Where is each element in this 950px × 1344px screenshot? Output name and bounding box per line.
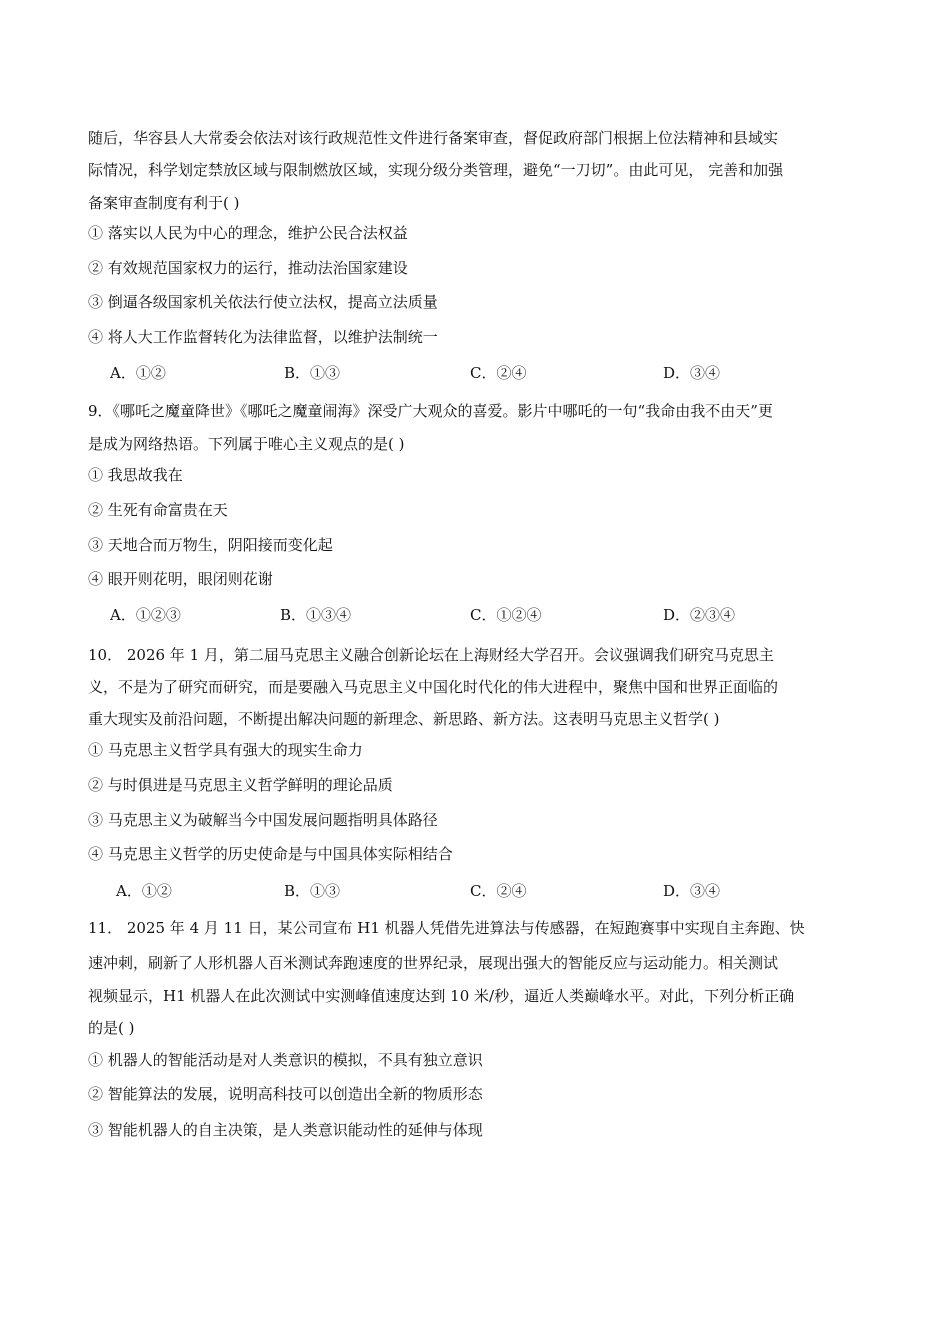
- q10-stem-line: 重大现实及前沿问题，不断提出解决问题的新理念、新思路、新方法。这表明马克思主义哲学( ): [88, 710, 720, 728]
- q8-stem-line: 备案审查制度有利于( ): [88, 194, 240, 212]
- q8-item: ① 落实以人民为中心的理念，维护公民合法权益: [88, 224, 408, 242]
- q8-option-a[interactable]: A．①②: [110, 364, 166, 382]
- q8-item: ③ 倒逼各级国家机关依法行使立法权，提高立法质量: [88, 293, 438, 311]
- q11-stem-line: 速冲刺，刷新了人形机器人百米测试奔跑速度的世界纪录，展现出强大的智能反应与运动能力。相关测试: [88, 954, 779, 972]
- q11-stem-line: 的是( ): [88, 1019, 135, 1037]
- q10-stem-line: 10． 2026 年 1 月，第二届马克思主义融合创新论坛在上海财经大学召开。会议强调我们研究马克思主: [88, 646, 774, 664]
- q10-options: [88, 881, 868, 901]
- q8-stem-line: 际情况，科学划定禁放区域与限制燃放区域，实现分级分类管理，避免“一刀切”。由此可见， 完善和加强: [88, 161, 784, 179]
- q9-stem-line: 9．《哪吒之魔童降世》《哪吒之魔童闹海》深受广大观众的喜爱。影片中哪吒的一句“我命由我不由天”更: [88, 402, 773, 420]
- q10-item: ② 与时俱进是马克思主义哲学鲜明的理论品质: [88, 776, 393, 794]
- q10-option-c[interactable]: C．②④: [470, 882, 527, 900]
- q10-item: ③ 马克思主义为破解当今中国发展问题指明具体路径: [88, 811, 438, 829]
- q10-option-a[interactable]: A．①②: [116, 882, 172, 900]
- q8-item: ② 有效规范国家权力的运行，推动法治国家建设: [88, 259, 408, 277]
- q8-item: ④ 将人大工作监督转化为法律监督，以维护法制统一: [88, 328, 438, 346]
- q10-option-d[interactable]: D．③④: [663, 882, 721, 900]
- q11-item: ② 智能算法的发展，说明高科技可以创造出全新的物质形态: [88, 1085, 483, 1103]
- q8-stem-line: 随后，华容县人大常委会依法对该行政规范性文件进行备案审查，督促政府部门根据上位法精神和县域实: [88, 129, 779, 147]
- q8-options: [88, 363, 868, 383]
- q8-option-b[interactable]: B．①③: [284, 364, 341, 382]
- q9-item: ③ 天地合而万物生，阴阳接而变化起: [88, 536, 333, 554]
- q11-item: ① 机器人的智能活动是对人类意识的模拟，不具有独立意识: [88, 1051, 483, 1069]
- q9-item: ② 生死有命富贵在天: [88, 501, 228, 519]
- q10-item: ④ 马克思主义哲学的历史使命是与中国具体实际相结合: [88, 845, 453, 863]
- q8-option-d[interactable]: D．③④: [663, 364, 721, 382]
- q9-stem-line: 是成为网络热语。下列属于唯心主义观点的是( ): [88, 435, 405, 453]
- q9-options: [88, 605, 868, 625]
- q11-item: ③ 智能机器人的自主决策，是人类意识能动性的延伸与体现: [88, 1121, 483, 1139]
- q9-option-d[interactable]: D．②③④: [663, 606, 736, 624]
- q11-stem-line: 视频显示，H1 机器人在此次测试中实测峰值速度达到 10 米/秒，逼近人类巅峰水平。对此，下列分析正确: [88, 987, 795, 1005]
- q9-item: ④ 眼开则花明，眼闭则花谢: [88, 570, 273, 588]
- q10-option-b[interactable]: B．①③: [284, 882, 341, 900]
- q10-item: ① 马克思主义哲学具有强大的现实生命力: [88, 741, 363, 759]
- q9-option-a[interactable]: A．①②③: [110, 606, 181, 624]
- q9-option-c[interactable]: C．①②④: [470, 606, 542, 624]
- q9-option-b[interactable]: B．①③④: [280, 606, 352, 624]
- q10-stem-line: 义，不是为了研究而研究，而是要融入马克思主义中国化时代化的伟大进程中，聚焦中国和世界正面临的: [88, 678, 779, 696]
- q9-item: ① 我思故我在: [88, 466, 183, 484]
- q8-option-c[interactable]: C．②④: [470, 364, 527, 382]
- q11-stem-line: 11． 2025 年 4 月 11 日，某公司宣布 H1 机器人凭借先进算法与传感器，在短跑赛事中实现自主奔跑、快: [88, 919, 805, 937]
